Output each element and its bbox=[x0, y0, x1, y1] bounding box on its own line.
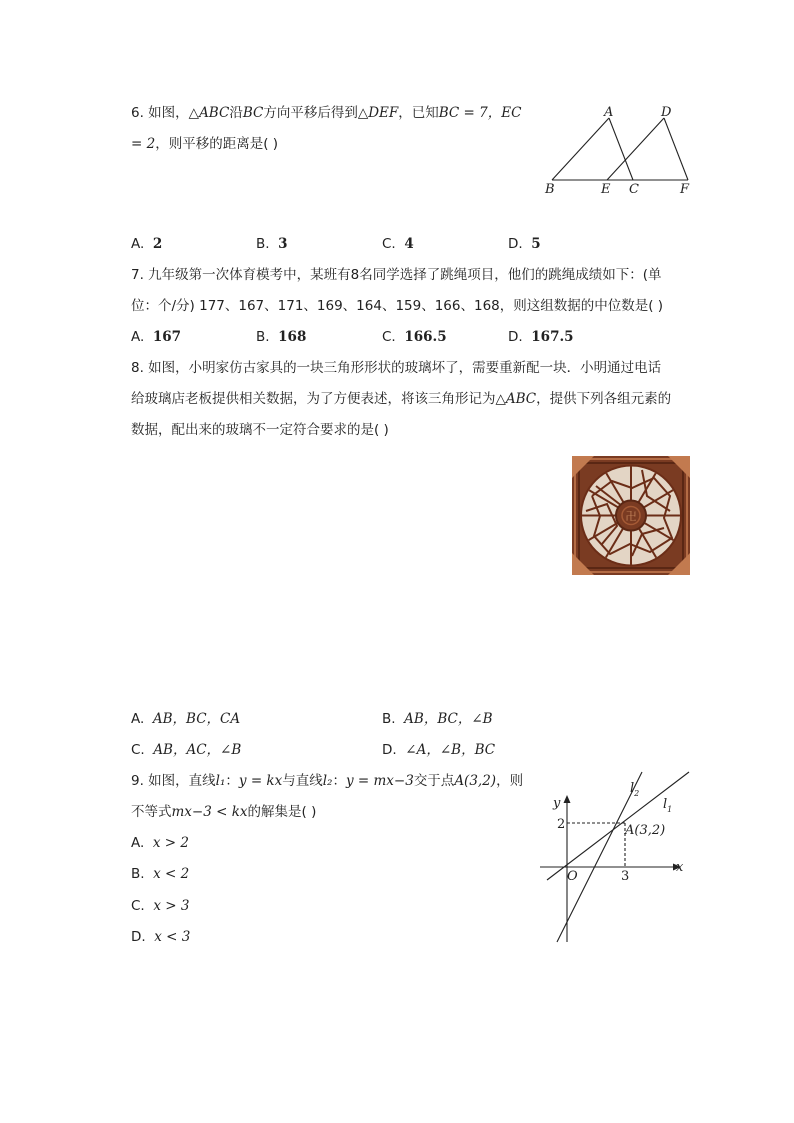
origin-label: O bbox=[567, 869, 578, 884]
q8-option-a[interactable] bbox=[131, 709, 240, 729]
option-letter: D. bbox=[508, 329, 523, 345]
q9-stem-line2 bbox=[131, 802, 316, 822]
option-value: 166.5 bbox=[404, 329, 447, 345]
q6-text: ，已知 bbox=[398, 105, 439, 121]
option-value: x < 3 bbox=[154, 929, 191, 945]
q6-text: 方向平移后得到 bbox=[263, 105, 358, 121]
q9-text: ，则 bbox=[496, 773, 524, 789]
tick-label-3: 3 bbox=[621, 869, 630, 884]
q6-math: BC bbox=[242, 105, 264, 121]
option-value: 167 bbox=[152, 329, 182, 345]
q9-option-c[interactable] bbox=[131, 896, 189, 916]
y-arrow bbox=[564, 795, 571, 803]
option-value: 5 bbox=[531, 236, 541, 252]
q6-text: 沿 bbox=[229, 105, 243, 121]
option-letter: A. bbox=[131, 711, 145, 727]
l2-label bbox=[630, 781, 639, 798]
medallion-glyph: 卍 bbox=[625, 510, 637, 523]
option-letter: B. bbox=[256, 329, 270, 345]
q8-option-b[interactable] bbox=[382, 709, 493, 729]
q9-text: 交于点 bbox=[413, 773, 455, 789]
point-a-label: A(3,2) bbox=[625, 823, 666, 838]
label-f: F bbox=[680, 182, 690, 197]
q7-stem-line2: 位：个/分) 177、167、171、169、164、159、166、168，则这组数据的中位数是( ) bbox=[131, 298, 664, 314]
label-b: B bbox=[545, 182, 555, 197]
l1-letter: l bbox=[663, 797, 668, 812]
option-value: AB，BC，∠B bbox=[404, 711, 493, 727]
l2-letter: l bbox=[630, 781, 635, 796]
q9-text: ： bbox=[225, 773, 239, 789]
q7-stem-line1: 7. 九年级第一次体育模考中，某班有8名同学选择了跳绳项目，他们的跳绳成绩如下：(单 bbox=[131, 267, 662, 283]
q6-math: = 2 bbox=[131, 136, 156, 152]
line-l2 bbox=[557, 772, 642, 942]
l1-subscript: 1 bbox=[667, 805, 673, 814]
label-c: C bbox=[629, 182, 639, 197]
q6-stem-line2 bbox=[131, 134, 278, 154]
option-value: 3 bbox=[278, 236, 288, 252]
option-value: AB，AC，∠B bbox=[153, 742, 242, 758]
q7-option-a[interactable] bbox=[131, 327, 181, 347]
label-d: D bbox=[661, 105, 672, 120]
q6-math: BC = 7，EC bbox=[438, 105, 522, 121]
triangle-symbol: △ bbox=[188, 105, 200, 121]
option-value: 2 bbox=[152, 236, 163, 252]
q8-text: 给玻璃店老板提供相关数据，为了方便表述，将该三角形记为 bbox=[131, 391, 496, 407]
option-value: x > 2 bbox=[152, 835, 189, 851]
q9-math: l₂ bbox=[322, 773, 333, 789]
q9-coordinate-graph bbox=[535, 770, 695, 946]
option-letter: C. bbox=[131, 742, 145, 758]
option-letter: D. bbox=[382, 742, 397, 758]
option-letter: C. bbox=[382, 236, 396, 252]
y-axis-label: y bbox=[553, 796, 561, 811]
option-letter: C. bbox=[131, 898, 145, 914]
q9-text: 与直线 bbox=[282, 773, 323, 789]
option-value: 167.5 bbox=[531, 329, 574, 345]
q8-option-c[interactable] bbox=[131, 740, 241, 760]
option-value: ∠A，∠B，BC bbox=[405, 742, 496, 758]
l2-subscript: 2 bbox=[634, 789, 640, 798]
q9-math: mx−3 < kx bbox=[171, 804, 248, 820]
x-axis-label: x bbox=[676, 860, 684, 875]
q9-text: 的解集是( ) bbox=[247, 804, 317, 820]
label-a: A bbox=[604, 105, 614, 120]
q9-math: y = mx−3 bbox=[345, 773, 414, 789]
q6-option-b[interactable] bbox=[256, 234, 288, 254]
option-value: x > 3 bbox=[153, 898, 190, 914]
option-letter: A. bbox=[131, 236, 145, 252]
q8-stem-line1: 8. 如图，小明家仿古家具的一块三角形形状的玻璃坏了，需要重新配一块．小明通过电话 bbox=[131, 360, 662, 376]
q8-math: △ABC bbox=[495, 391, 537, 407]
lattice-window-photo bbox=[572, 456, 690, 575]
option-value: x < 2 bbox=[153, 866, 190, 882]
q9-option-a[interactable] bbox=[131, 833, 189, 853]
option-letter: D. bbox=[508, 236, 523, 252]
q9-math: A(3,2) bbox=[454, 773, 497, 789]
option-letter: B. bbox=[382, 711, 396, 727]
q6-translation-figure bbox=[540, 104, 700, 200]
option-letter: A. bbox=[131, 329, 145, 345]
q7-option-c[interactable] bbox=[382, 327, 447, 347]
option-letter: B. bbox=[131, 866, 145, 882]
q8-option-d[interactable] bbox=[382, 740, 495, 760]
q8-stem-line2 bbox=[131, 389, 671, 409]
q6-option-d[interactable] bbox=[508, 234, 541, 254]
line-l1 bbox=[547, 772, 689, 880]
q9-stem-line1 bbox=[131, 771, 523, 791]
q6-math: DEF bbox=[368, 105, 399, 121]
q7-option-d[interactable] bbox=[508, 327, 574, 347]
tick-label-2: 2 bbox=[557, 817, 566, 832]
q6-text: ，则平移的距离是( ) bbox=[155, 136, 279, 152]
q6-stem-line1 bbox=[131, 103, 521, 123]
option-letter: C. bbox=[382, 329, 396, 345]
q9-math: y = kx bbox=[238, 773, 283, 789]
q9-math: l₁ bbox=[215, 773, 226, 789]
q9-text: ： bbox=[332, 773, 346, 789]
l1-label bbox=[663, 797, 672, 814]
q9-text: 9. 如图，直线 bbox=[131, 773, 216, 789]
label-e: E bbox=[601, 182, 611, 197]
q6-text: 6. 如图， bbox=[131, 105, 189, 121]
q7-option-b[interactable] bbox=[256, 327, 306, 347]
q8-stem-line3: 数据，配出来的玻璃不一定符合要求的是( ) bbox=[131, 422, 389, 438]
q6-option-c[interactable] bbox=[382, 234, 414, 254]
q8-text: ，提供下列各组元素的 bbox=[536, 391, 672, 407]
option-letter: B. bbox=[256, 236, 270, 252]
q9-option-d[interactable] bbox=[131, 927, 190, 947]
option-letter: D. bbox=[131, 929, 146, 945]
triangle-symbol: △ bbox=[357, 105, 369, 121]
q6-math: ABC bbox=[199, 105, 230, 121]
option-letter: A. bbox=[131, 835, 145, 851]
q9-text: 不等式 bbox=[131, 804, 172, 820]
q6-option-a[interactable] bbox=[131, 234, 162, 254]
q9-option-b[interactable] bbox=[131, 864, 189, 884]
option-value: AB，BC，CA bbox=[152, 711, 241, 727]
option-value: 168 bbox=[278, 329, 307, 345]
option-value: 4 bbox=[404, 236, 414, 252]
